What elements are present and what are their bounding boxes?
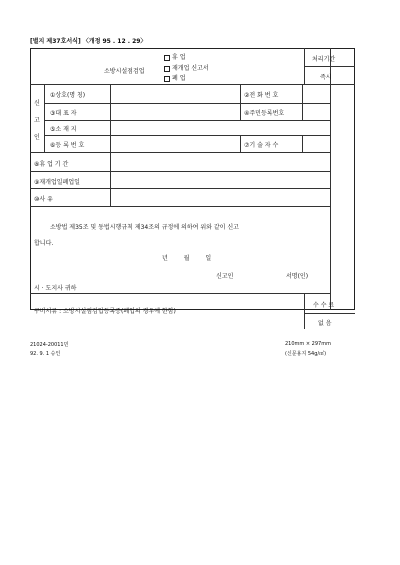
representative-label: ③대 표 자 (50, 110, 77, 117)
applicant-side-label: 인 (34, 134, 40, 141)
divider (330, 48, 331, 310)
business-name-field[interactable] (112, 86, 238, 102)
divider (302, 135, 303, 152)
checkbox-icon[interactable] (164, 66, 170, 72)
reason-label: ⑩사 유 (34, 196, 53, 203)
statement-text: 합니다. (34, 240, 54, 247)
recipient: 시 · 도지사 귀하 (34, 285, 77, 292)
divider (44, 135, 330, 136)
divider (30, 293, 330, 294)
reopen-date-label: ⑨재개업일폐업일 (34, 179, 80, 186)
paper-size: 210mm × 297mm (285, 341, 331, 347)
reopen-date-field[interactable] (112, 173, 328, 187)
phone-label: ②전 화 번 호 (244, 92, 279, 99)
divider (44, 84, 45, 152)
divider (30, 188, 330, 189)
rrn-label: ④주민등록번호 (244, 110, 285, 117)
phone-field[interactable] (304, 86, 328, 102)
technician-count-label: ⑦기 술 자 수 (244, 142, 279, 149)
form-code: 21024-20011민 (30, 342, 69, 348)
fee-value: 없 음 (318, 320, 332, 327)
option-suspend[interactable]: 휴 업 (164, 52, 186, 61)
registration-label: ⑥등 록 번 호 (50, 142, 85, 149)
reason-field[interactable] (112, 190, 328, 205)
divider (44, 103, 330, 104)
fee-label: 수 수 료 (313, 302, 335, 309)
technician-count-field[interactable] (304, 137, 328, 151)
divider (304, 293, 305, 329)
paper-type: (신문용지 54g/㎡) (285, 351, 327, 357)
option-reopen[interactable]: 재개업 신고서 (164, 63, 209, 72)
divider (30, 171, 330, 172)
checkbox-icon[interactable] (164, 76, 170, 82)
rrn-field[interactable] (304, 105, 328, 119)
address-field[interactable] (112, 121, 328, 134)
signer-label: 신고인 (216, 273, 234, 280)
divider (304, 48, 305, 84)
applicant-side-label: 신 (34, 100, 40, 107)
address-label: ⑤소 재 지 (50, 126, 77, 133)
statement-text: 소방법 제35조 및 동법시행규칙 제34조의 규정에 의하여 위와 같이 신고 (50, 224, 239, 231)
divider (240, 135, 241, 152)
divider (304, 313, 355, 314)
form-title-main: 소방시설점검업 (104, 68, 145, 75)
divider (110, 84, 111, 206)
processing-period-value: 즉시 (320, 74, 332, 81)
business-name-label: ①상호(명 칭) (50, 92, 86, 99)
divider (240, 84, 241, 120)
divider (30, 84, 355, 85)
divider (30, 206, 330, 207)
option-close[interactable]: 폐 업 (164, 73, 186, 82)
divider (30, 152, 330, 153)
approval-date: 92. 9. 1 승인 (30, 351, 61, 357)
suspend-period-field[interactable] (112, 154, 328, 170)
processing-period-label: 처리기간 (312, 56, 336, 63)
date-line: 년 월 일 (162, 255, 212, 262)
applicant-side-label: 고 (34, 117, 40, 124)
representative-field[interactable] (112, 105, 238, 119)
attachment-note: 구비서류 : 소방시설점검업등록증(폐업의 경우에 한함) (34, 308, 176, 315)
suspend-period-label: ⑧휴 업 기 간 (34, 161, 69, 168)
divider (302, 84, 303, 120)
signature-label: 서명(인) (286, 273, 309, 280)
registration-field[interactable] (112, 137, 238, 151)
checkbox-icon[interactable] (164, 55, 170, 61)
form-number: [별지 제37호서식] 〈개정 95 . 12 . 29〉 (30, 38, 147, 45)
